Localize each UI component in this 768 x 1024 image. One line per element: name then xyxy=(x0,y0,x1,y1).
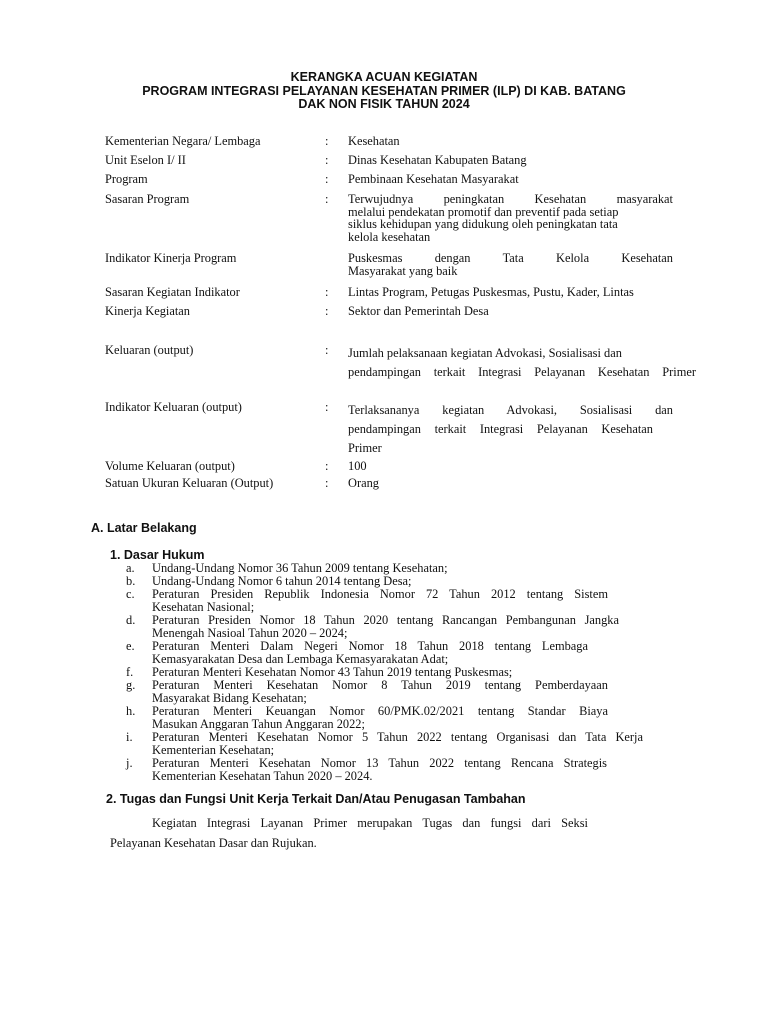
info-label: Keluaran (output) xyxy=(105,343,194,357)
info-colon: : xyxy=(325,459,329,473)
info-value: Lintas Program, Petugas Puskesmas, Pustu, Kader, Lintas xyxy=(348,285,634,299)
info-value xyxy=(348,344,696,382)
subsection-heading-dasar-hukum: 1. Dasar Hukum xyxy=(110,548,205,562)
info-colon: : xyxy=(325,153,329,167)
info-label: Sasaran Kegiatan Indikator xyxy=(105,285,240,299)
list-text xyxy=(152,666,615,679)
subsection-heading-tugas-fungsi: 2. Tugas dan Fungsi Unit Kerja Terkait Dan/Atau Penugasan Tambahan xyxy=(106,792,526,806)
info-colon: : xyxy=(325,192,329,206)
list-text xyxy=(152,705,608,730)
list-marker: f. xyxy=(126,665,134,679)
info-label: Kementerian Negara/ Lembaga xyxy=(105,134,261,148)
section-heading-latar-belakang: A. Latar Belakang xyxy=(91,521,197,535)
value-line: pendampingan terkait Integrasi Pelayanan Kesehatan xyxy=(348,422,653,436)
list-text xyxy=(152,562,615,575)
info-label: Satuan Ukuran Keluaran (Output) xyxy=(105,476,274,490)
tugas-paragraph xyxy=(110,813,588,853)
list-line: Menengah Nasioal Tahun 2020 – 2024; xyxy=(152,625,348,640)
info-value: Orang xyxy=(348,476,379,490)
info-value: 100 xyxy=(348,459,367,473)
list-line: Kesehatan Nasional; xyxy=(152,599,255,614)
list-line: Masukan Anggaran Tahun Anggaran 2022; xyxy=(152,716,365,731)
list-line: Peraturan Menteri Kesehatan Nomor 5 Tahun 2022 tentang Organisasi dan Tata Kerja xyxy=(152,730,643,744)
list-line: Peraturan Menteri Kesehatan Nomor 8 Tahun 2019 tentang Pemberdayaan xyxy=(152,678,608,692)
doc-title-line1: KERANGKA ACUAN KEGIATAN xyxy=(290,70,478,84)
list-marker: a. xyxy=(126,561,135,575)
list-line: Peraturan Menteri Kesehatan Nomor 13 Tahun 2022 tentang Rencana Strategis xyxy=(152,756,607,770)
list-line: Kemasyarakatan Desa dan Lembaga Kemasyarakatan Adat; xyxy=(152,651,449,666)
value-line: kelola kesehatan xyxy=(348,229,431,244)
list-line: Kementerian Kesehatan Tahun 2020 – 2024. xyxy=(152,768,373,783)
list-line: Undang-Undang Nomor 6 tahun 2014 tentang Desa; xyxy=(152,574,412,588)
list-text xyxy=(152,575,615,588)
doc-title-line2: PROGRAM INTEGRASI PELAYANAN KESEHATAN PRIMER (ILP) DI KAB. BATANG xyxy=(142,84,626,98)
list-marker: d. xyxy=(126,613,136,627)
value-line: Terlaksananya kegiatan Advokasi, Sosialisasi dan xyxy=(348,403,673,417)
list-marker: c. xyxy=(126,587,135,601)
info-value xyxy=(348,401,673,458)
paragraph-line: Pelayanan Kesehatan Dasar dan Rujukan. xyxy=(110,836,317,850)
info-label: Program xyxy=(105,172,148,186)
info-colon: : xyxy=(325,400,329,414)
info-label: Kinerja Kegiatan xyxy=(105,304,190,318)
list-text xyxy=(152,614,619,639)
paragraph-line: Kegiatan Integrasi Layanan Primer merupakan Tugas dan fungsi dari Seksi xyxy=(152,816,588,830)
list-text xyxy=(152,640,588,665)
info-value xyxy=(348,193,673,243)
info-label: Indikator Keluaran (output) xyxy=(105,400,242,414)
list-marker: j. xyxy=(126,756,133,770)
info-colon: : xyxy=(325,476,329,490)
list-marker: g. xyxy=(126,678,136,692)
list-line: Peraturan Presiden Republik Indonesia Nomor 72 Tahun 2012 tentang Sistem xyxy=(152,587,608,601)
list-marker: e. xyxy=(126,639,135,653)
value-line: Terwujudnya peningkatan Kesehatan masyarakat xyxy=(348,192,673,206)
value-line: siklus kehidupan yang didukung oleh peningkatan tata xyxy=(348,217,618,231)
info-value: Dinas Kesehatan Kabupaten Batang xyxy=(348,153,527,167)
list-line: Kementerian Kesehatan; xyxy=(152,742,275,757)
value-line: melalui pendekatan promotif dan preventif pada setiap xyxy=(348,204,619,219)
list-line: Masyarakat Bidang Kesehatan; xyxy=(152,690,307,705)
list-marker: i. xyxy=(126,730,133,744)
info-colon: : xyxy=(325,343,329,357)
list-marker: h. xyxy=(126,704,136,718)
info-value: Pembinaan Kesehatan Masyarakat xyxy=(348,172,519,186)
info-value: Kesehatan xyxy=(348,134,400,148)
list-line: Peraturan Menteri Keuangan Nomor 60/PMK.02/2021 tentang Standar Biaya xyxy=(152,704,608,718)
info-colon: : xyxy=(325,304,329,318)
list-text xyxy=(152,757,607,782)
list-line: Peraturan Presiden Nomor 18 Tahun 2020 tentang Rancangan Pembangunan Jangka xyxy=(152,613,619,627)
info-label: Sasaran Program xyxy=(105,192,190,206)
value-line: Jumlah pelaksanaan kegiatan Advokasi, Sosialisasi dan xyxy=(348,346,622,360)
info-colon: : xyxy=(325,172,329,186)
info-label: Indikator Kinerja Program xyxy=(105,251,237,265)
info-colon: : xyxy=(325,134,329,148)
list-line: Peraturan Menteri Kesehatan Nomor 43 Tahun 2019 tentang Puskesmas; xyxy=(152,665,513,679)
value-line: pendampingan terkait Integrasi Pelayanan Kesehatan Primer xyxy=(348,365,696,379)
value-line: Masyarakat yang baik xyxy=(348,264,458,278)
info-value: Sektor dan Pemerintah Desa xyxy=(348,304,489,318)
list-line: Peraturan Menteri Dalam Negeri Nomor 18 Tahun 2018 tentang Lembaga xyxy=(152,639,588,653)
list-text xyxy=(152,588,608,613)
info-colon: : xyxy=(325,285,329,299)
info-label: Volume Keluaran (output) xyxy=(105,459,235,473)
list-marker: b. xyxy=(126,574,136,588)
list-line: Undang-Undang Nomor 36 Tahun 2009 tentang Kesehatan; xyxy=(152,561,448,575)
info-value xyxy=(348,252,673,278)
doc-title-line3: DAK NON FISIK TAHUN 2024 xyxy=(298,97,470,111)
info-label: Unit Eselon I/ II xyxy=(105,153,186,167)
value-line: Primer xyxy=(348,441,382,455)
list-text xyxy=(152,731,643,756)
list-text xyxy=(152,679,608,704)
value-line: Puskesmas dengan Tata Kelola Kesehatan xyxy=(348,251,673,265)
